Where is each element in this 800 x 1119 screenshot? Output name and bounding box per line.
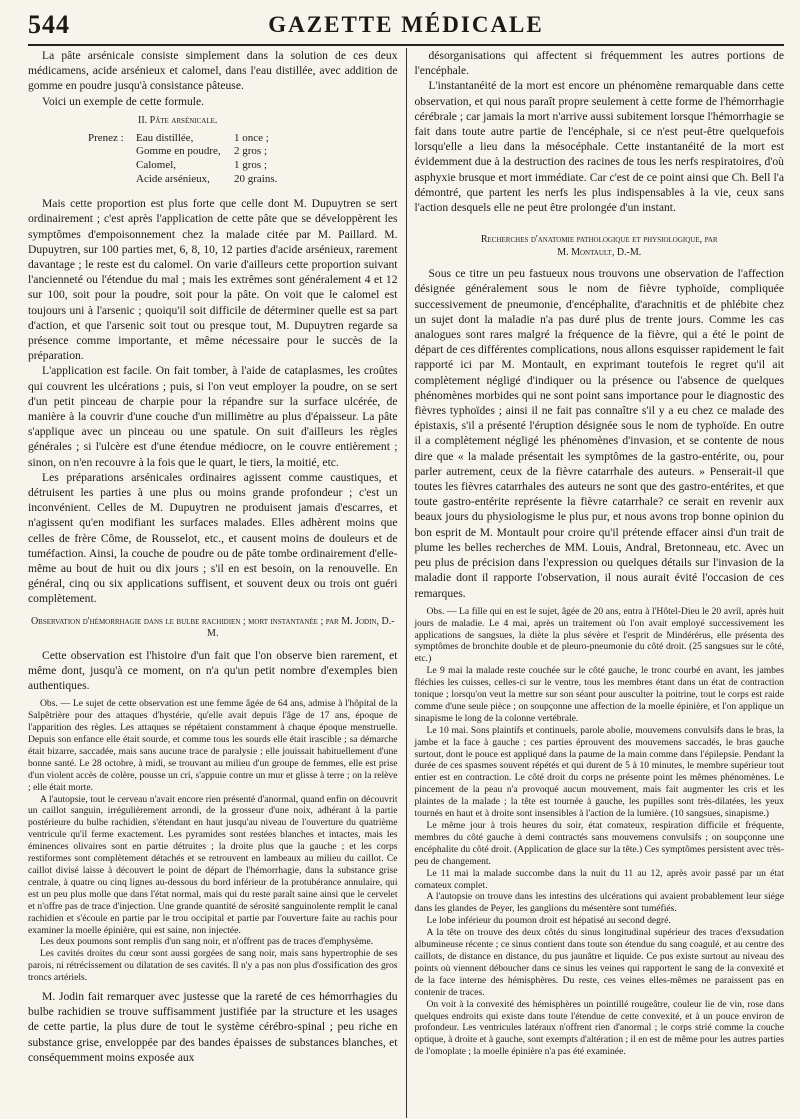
observation-note: A l'autopsie on trouve dans les intestins des ulcérations qui avaient probablement leur siége dans les glandes de Peyer, les ganglions du mésentère sont tuméfiés.	[414, 891, 784, 915]
paragraph: Cette observation est l'histoire d'un fait que l'on observe bien rarement, et même dont, jusqu'à ce moment, on n'a qu'un petit nombre d'exemples bien authentiques.	[28, 648, 398, 693]
recipe-row	[88, 132, 398, 146]
ingredient-qty: 1 once ;	[234, 131, 269, 144]
paragraph: L'application est facile. On fait tomber, à l'aide de cataplasmes, les croûtes qui couvrent les ulcérations ; puis, si l'on veut employer la poudre, on se sert d'un petit pinceau de charpie pour la répandre sur la surface ulcérée, de manière à la couvrir d'une couche d'un millimètre au plus d'épaisseur. La pâte s'applique avec un pinceau ou une spatule. On suit d'ailleurs les règles générales ; si l'ulcère est d'une étendue médiocre, on le couvre entièrement ; sinon, on n'en recouvre à la fois que le quart, le tiers, la moitié, etc.	[28, 364, 398, 469]
ingredient-name: Calomel,	[136, 159, 177, 171]
article-heading-author: M. Montault, D.-M.	[557, 246, 642, 258]
observation-note: Obs. — Le sujet de cette observation est une femme âgée de 64 ans, admise à l'hôpital de la Salpêtrière pour des attaques d'hystérie, qu'elle avait depuis l'âge de 17 ans, époque de l'apparition des règles. Les attaques se répétaient constamment à chaque époque menstruelle. Depuis son enfance elle était sourde, et comme tous les sourds elle était irascible ; sa démarche était bizarre, saccadée, mais sans aucune trace de paralysie ; elle jouissait habituellement d'une bonne santé. Le 28 octobre, à midi, se trouvant au milieu d'un groupe de femmes, elle est prise d'un violent accès de colère, pousse un cri, s'appuie contre un mur et glisse à terre ; on la relève ; elle était morte.	[28, 698, 398, 793]
paragraph: Voici un exemple de cette formule.	[42, 94, 205, 108]
paragraph: M. Jodin fait remarquer avec justesse que la rareté de ces hémorrhagies du bulbe rachidien se trouve suffisamment justifiée par la structure et les usages de cette partie, la plus dure de tout le système cérébro-spinal ; peu riche en substance grise, enveloppée par des bandes épaisses de substances blanches, et conséquemment moins exposée aux	[28, 990, 398, 1064]
page-number: 544	[28, 10, 70, 39]
recipe-block	[88, 132, 398, 186]
observation-note: Les cavités droites du cœur sont aussi gorgées de sang noir, mais sans hypertrophie de ses parois, ni rétrécissement ou dilatation de ses cavités. Il n'y a pas non plus d'ossification des gros troncs artériels.	[28, 948, 398, 984]
observation-note: On voit à la convexité des hémisphères un pointillé rougeâtre, couleur lie de vin, rose dans quelques endroits qui existe dans toute l'étendue de cette convexité, et à un pouce environ de profondeur. Les ventricules latéraux n'offrent rien d'anormal ; le corps strié comme la couche optique, à droite et à gauche, sont exempts d'altération ; il en est de même pour les autres parties de l'omoplate ; la moelle épinière n'a pas été examinée.	[414, 998, 784, 1058]
ingredient-qty: 1 gros ;	[234, 159, 267, 171]
article-heading-title: Recherches d'anatomie pathologique et physiologique, par	[480, 234, 718, 246]
observation-note: Le lobe inférieur du poumon droit est hépatisé au second degré.	[426, 915, 671, 927]
left-column	[28, 48, 406, 1118]
paragraph: L'instantanéité de la mort est encore un phénomène remarquable dans cette observation, et qui nous paraît propre seulement à cette forme de l'hémorrhagie cérébrale ; car jamais la mort n'arrive aussi subitement lorsque l'hémorrhagie se fait dans toute autre partie de l'encéphale, si ce n'est peut-être quelquefois lorsqu'elle a lieu dans la mésocéphale. Cette instantanéité de la mort est évidemment due à la destruction des racines de tous les nerfs respiratoires, d'où asphyxie brusque et mort immédiate. Car c'est de ce point ainsi que Ch. Bell l'a démontré, que partent les nerfs les plus indispensables à la vie, ceux sans l'action desquels elle ne peut être prolongée d'un instant.	[414, 79, 784, 215]
observation-note: Les deux poumons sont remplis d'un sang noir, et n'offrent pas de traces d'emphysème.	[40, 936, 374, 948]
recipe-title: II. Pâte arsénicale.	[138, 114, 218, 126]
paragraph: désorganisations qui affectent si fréquemment les autres portions de l'encéphale.	[414, 49, 784, 78]
observation-note: Le 11 mai la malade succombe dans la nuit du 11 au 12, après avoir passé par un état comateux complet.	[414, 867, 784, 891]
observation-note: Le 10 mai. Sons plaintifs et continuels, parole abolie, mouvemens convulsifs dans le bras, la jambe et la face à gauche ; ces parties éprouvent des mouvemens saccadés, le bras gauche surtout, dont le pouce est appliqué dans la paume de la main comme dans l'épilepsie. Pendant la durée de ces spasmes souvent répétés et qui durent de 5 à 10 minutes, le membre supérieur tout entier est en contraction. Le côté droit du corps ne présente point les mêmes phénomènes. Le pincement de la peau n'a provoqué aucun mouvement, mais fait augmenter les cris et les plaintes de la malade ; la tête est tournée à gauche, les pupilles sont très-dilatées, les yeux tournés en haut et à droite sont insensibles à l'action de la lumière. (10 sangsues, sinapisme.)	[414, 724, 784, 820]
observation-note: Le 9 mai la malade reste couchée sur le côté gauche, le tronc courbé en avant, les jambes fléchies les cuisses, celles-ci sur le ventre, tous les membres étant dans un état de contraction tonique ; lorsqu'on veut la mettre sur son séant pour ausculter la poitrine, tout le corps est raide comme d'une seule pièce ; on soupçonne une affection de la moelle épinière, et l'on applique un sinapisme le long de la colonne vertébrale.	[414, 665, 784, 724]
right-column	[406, 48, 784, 1118]
article-heading	[414, 234, 784, 259]
paragraph: Mais cette proportion est plus forte que celle dont M. Dupuytren se sert ordinairement ; c'est après l'application de cette pâte que se développèrent les symptômes d'empoisonnement chez la malade citée par M. Paillard. M. Dupuytren, sur 100 parties met, 6, 8, 10, 12 parties d'acide arsénieux, rarement davantage ; le reste est du calomel. On varie d'ailleurs cette proportion suivant l'ancienneté ou l'étendue du mal ; mais les extrêmes sont généralement 4 et 12 sur 100, soit pour la poudre, soit pour la pâte. On voit que le calomel est toujours uni à l'arsenic ; quoiqu'il soit difficile de déterminer quelle est sa part d'action, et que l'arsenic soit tout ou presque tout, M. Dupuytren regarde sa présence comme importante, et même nécessaire pour le succès de la préparation.	[28, 197, 398, 363]
ingredient-name: Gomme en poudre,	[136, 145, 221, 158]
two-column-body	[28, 48, 784, 1118]
ingredient-name: Eau distillée,	[136, 131, 194, 144]
article-heading	[28, 616, 398, 641]
observation-note: A l'autopsie, tout le cerveau n'avait encore rien présenté d'anormal, quand enfin on découvrit un caillot sanguin, irrégulièrement arrondi, de la grosseur d'une noix, adhérant à la partie postérieure du bulbe rachidien, s'étendant en haut jusqu'au niveau de l'ouverture du quatrième ventricule qu'il ferme exactement. Les pyramides sont restées blanches et intactes, mais les éminences olivaires sont en partie détruites ; la droite plus que la gauche ; et les corps restiformes sont complètement détachés et se retrouvent en lambeaux au milieu du caillot. Ce caillot divisé laisse à découvert le point de départ de l'hémorrhagie, dans la substance grise centrale, à quatre ou cinq lignes au-dessous du bord inférieur de la protubérance annulaire, qui est un peu plus molle que dans l'état normal, mais qui du reste paraît saine ainsi que le cervelet et n'offre pas de trace d'injection. Une grande quantité de sérosité sanguinolente remplit le canal rachidien et s'écoule en partie par le trou occipital et partie par l'ouverture faite au rachis pour examiner la moelle épinière, qui est saine, non injectée.	[28, 793, 398, 936]
recipe-row	[88, 173, 398, 187]
paragraph: La pâte arsénicale consiste simplement dans la solution de ces deux médicamens, acide arsénieux et calomel, dans l'eau distillée, avec addition de gomme en poudre jusqu'à consistance pâteuse.	[28, 49, 398, 93]
article-heading-author: par M. Jodin, D.-M.	[207, 615, 395, 640]
paragraph: Sous ce titre un peu fastueux nous trouvons une observation de l'affection désignée généralement sous le nom de fièvre typhoïde, compliquée successivement de pneumonie, d'encéphalite, d'arachnitis et de phlébite chez un sujet dont la maladie n'a pas duré plus de trente jours. Comme les cas analogues sont rares malgré la fréquence de la fièvre, qui a été le point de départ de ces différentes complications, nous allons esquisser rapidement le fait rapporté ici par M. Montault, en exprimant toutefois le regret qu'il ait complètement négligé d'indiquer ou la présence ou l'absence de quelques phénomènes morbides qui ne sont point sans importance pour le diagnostic des fièvres typhoïdes ; ainsi il ne fait pas connaître s'il y a eu chez ce malade des épistaxis, s'il a présenté l'éruption désignée sous le nom de typhoïde. En outre il a complètement négligé les phénomènes d'invasion, et se contente de nous dire que « la malade présentait les symptômes de la gastro-entérite, ou, pour parler autrement, ceux de la fièvre catarrhale des auteurs. » Penserait-il que toutes les fièvres catarrhales des auteurs ne sont que des gastro-entérites, et que toute gastro-entérite représente la fièvre catarrhale? ce serait en revenir aux beaux jours du physiologisme le plus pur, et nous avons trop bonne opinion du bon esprit de M. Montault pour croire qu'il prétende effacer ainsi d'un trait de plume les belles recherches de MM. Louis, Andral, Bretonneau, etc. Avec un peu plus de précision dans l'expression ou quelques détails sur l'invasion de la maladie dont il rapporte l'observation, il nous aurait évité l'occasion de ces remarques.	[414, 267, 784, 600]
recipe-row	[88, 159, 398, 173]
ingredient-name: Acide arsénieux,	[136, 172, 210, 185]
observation-note: A la tête on trouve des deux côtés du sinus longitudinal supérieur des traces d'exsudation albumineuse récente ; ce sinus contient dans toute son étendue du sang coagulé, et au centre des caillots, de distance en distance, du pus jaunâtre et liquide. Ce pus existe surtout au niveau des points où viennent déboucher dans ce sinus les veines qui rapportent le sang de la convexité et de la face interne des hémisphères. Du reste, ces veines elles-mêmes ne paraissent pas en contenir de traces.	[414, 927, 784, 998]
journal-title: GAZETTE MÉDICALE	[268, 12, 544, 37]
recipe-row	[88, 145, 398, 159]
paragraph: Les préparations arsénicales ordinaires agissent comme caustiques, et détruisent les parties à une plus ou moins grande profondeur ; c'est un inconvénient. Celles de M. Dupuytren ne produisent jamais d'escarres, et n'agissent qu'en modifiant les surfaces malades. Elles adhèrent moins que celles de frère Côme, de Rousselot, etc., et causent moins de douleurs et de tuméfaction. Ainsi, la couche de poudre ou de pâte tombe ordinairement d'elle-même au bout de huit ou dix jours ; s'il en est besoin, on la renouvelle. En général, cinq ou six applications suffisent, et souvent deux ou trois ont guéri complètement.	[28, 470, 398, 606]
ingredient-qty: 2 gros ;	[234, 145, 267, 158]
observation-note: Obs. — La fille qui en est le sujet, âgée de 20 ans, entra à l'Hôtel-Dieu le 20 avril, après huit jours de maladie. Le 4 mai, après un traitement où l'on avait employé successivement les applications de sangsues, la diète la plus sévère et l'esprit de Mindérérus, elle présenta des symptômes de bronchite double et de pleuro-pneumonie du côté droit. (25 sangsues sur le côté, etc.)	[414, 605, 784, 665]
page-header	[28, 10, 784, 46]
observation-note: Le même jour à trois heures du soir, état comateux, respiration difficile et fréquente, membres du côté gauche à demi contractés sans mouvemens convulsifs ; on soupçonne une encéphalite du côté droit. (Application de glace sur la tête.) Ces symptômes persistent avec très-peu de changement.	[414, 820, 784, 867]
article-heading-title: Observation d'hémorrhagie dans le bulbe rachidien ; mort instantanée ;	[30, 615, 324, 627]
ingredient-qty: 20 grains.	[234, 172, 278, 185]
recipe-lead: Prenez :	[88, 131, 124, 144]
